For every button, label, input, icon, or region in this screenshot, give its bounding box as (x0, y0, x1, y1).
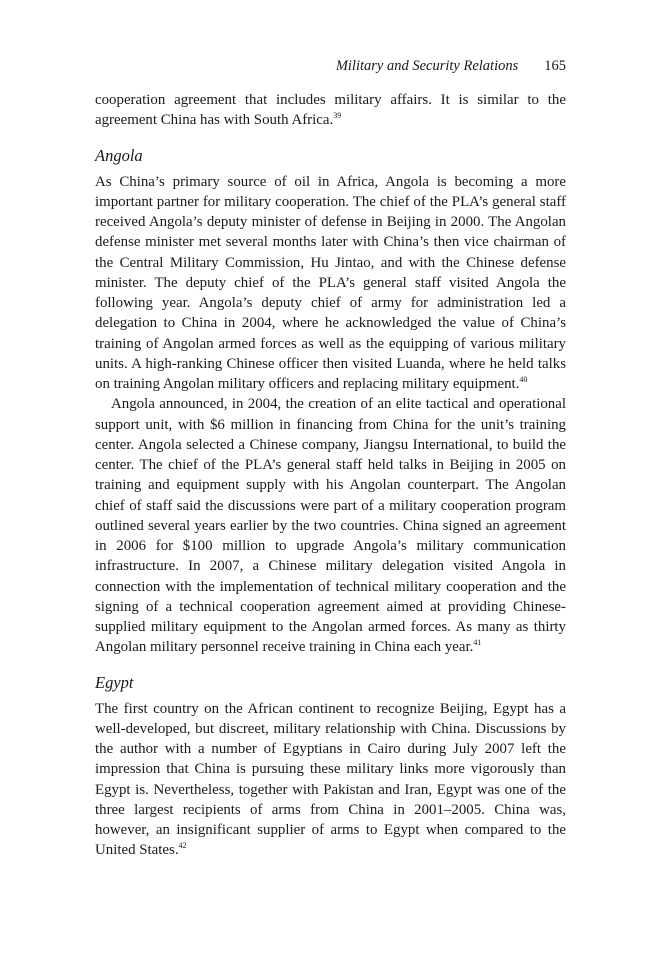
book-page (95, 56, 566, 861)
section-heading-angola: Angola (95, 145, 143, 165)
section-heading-egypt: Egypt (95, 672, 134, 692)
running-head-title: Military and Security Relations (335, 58, 519, 74)
paragraph-angola-1 (95, 172, 566, 395)
footnote-marker-39: 39 (333, 111, 342, 121)
paragraph-angola-2 (95, 394, 566, 657)
running-head (95, 56, 566, 76)
footnote-marker-41: 41 (473, 638, 482, 648)
paragraph-text: Angola announced, in 2004, the creation of an elite tactical and operational support unit, with $6 million in financing from China for the unit’s training center. Angola selected a Chinese company, Jiangsu International, to build the center. The chief of the PLA’s general staff held talks in Beijing in 2005 on training and equipment supply with his Angolan counterpart. The Angolan chief of staff said the discussions were part of a military cooperation program outlined several years earlier by the two countries. China signed an agreement in 2006 for $100 million to upgrade Angola’s military communication infrastructure. In 2007, a Chinese military delegation visited Angola in connection with the implementation of technical military cooperation and the signing of a technical cooperation agreement aimed at providing Chinese-supplied military equipment to the Angolan armed forces. As many as thirty Angolan military personnel receive training in China each year. (95, 396, 566, 656)
paragraph-continuation (95, 90, 566, 131)
paragraph-egypt-1 (95, 699, 566, 861)
page-number: 165 (544, 58, 566, 74)
paragraph-text: The first country on the African continent to recognize Beijing, Egypt has a well-developed, but discreet, military relationship with China. Discussions by the author with a number of Egyptians in Cairo during July 2007 left the impression that China is pursuing these military links more vigorously than Egypt is. Nevertheless, together with Pakistan and Iran, Egypt was one of the three largest recipients of arms from China in 2001–2005. China was, however, an insignificant supplier of arms to Egypt when compared to the United States. (95, 700, 566, 859)
paragraph-text: As China’s primary source of oil in Africa, Angola is becoming a more important partner for military cooperation. The chief of the PLA’s general staff received Angola’s deputy minister of defense in Beijing in 2000. The Angolan defense minister met several months later with China’s then vice chairman of the Central Military Commission, Hu Jintao, and with the Chinese defense minister. The deputy chief of the PLA’s general staff visited Angola the following year. Angola’s deputy chief of army for administration led a delegation to China in 2004, where he acknowledged the value of China’s training of Angolan armed forces as well as the equipping of various military units. A high-ranking Chinese officer then visited Luanda, where he held talks on training Angolan military officers and replacing military equipment. (95, 173, 566, 392)
footnote-marker-40: 40 (519, 375, 528, 384)
footnote-marker-42: 42 (178, 841, 187, 851)
paragraph-text: cooperation agreement that includes military affairs. It is similar to the agreement China has with South Africa. (95, 92, 566, 129)
